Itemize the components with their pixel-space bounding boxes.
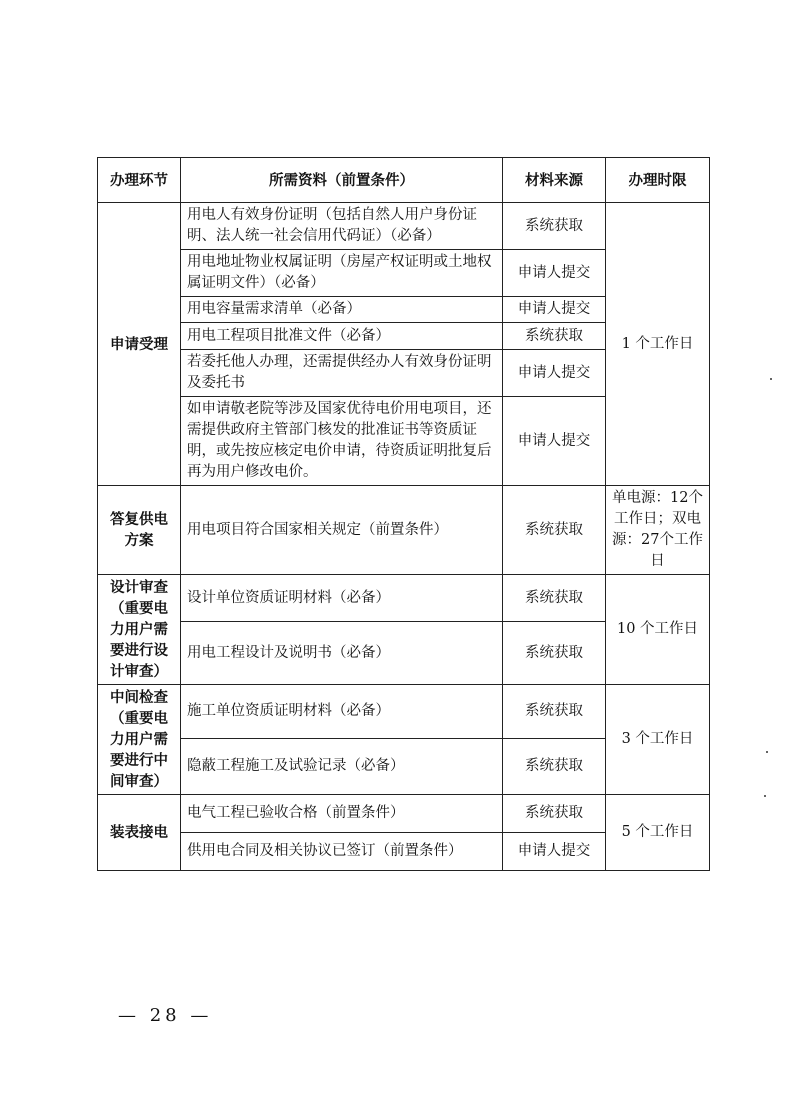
material-cell: 若委托他人办理，还需提供经办人有效身份证明及委托书 xyxy=(181,350,503,397)
source-cell: 系统获取 xyxy=(503,738,606,794)
time-limit-cell: 3 个工作日 xyxy=(606,685,710,795)
material-cell: 设计单位资质证明材料（必备） xyxy=(181,575,503,622)
header-materials: 所需资料（前置条件） xyxy=(181,158,503,203)
scan-speck xyxy=(770,378,772,380)
step-cell: 中间检查（重要电力用户需要进行中间审查） xyxy=(98,685,181,795)
material-cell: 如申请敬老院等涉及国家优待电价用电项目，还需提供政府主管部门核发的批准证书等资质证明，或先按应核定电价申请，待资质证明批复后再为用户修改电价。 xyxy=(181,397,503,486)
material-cell: 用电工程设计及说明书（必备） xyxy=(181,622,503,685)
source-cell: 系统获取 xyxy=(503,203,606,250)
source-cell: 系统获取 xyxy=(503,323,606,350)
source-cell: 系统获取 xyxy=(503,486,606,575)
time-limit-cell: 单电源：12个工作日；双电源：27个工作日 xyxy=(606,486,710,575)
material-cell: 用电人有效身份证明（包括自然人用户身份证明、法人统一社会信用代码证）（必备） xyxy=(181,203,503,250)
material-cell: 用电项目符合国家相关规定（前置条件） xyxy=(181,486,503,575)
source-cell: 申请人提交 xyxy=(503,833,606,871)
source-cell: 申请人提交 xyxy=(503,250,606,297)
step-cell: 设计审查（重要电力用户需要进行设计审查） xyxy=(98,575,181,685)
material-cell: 用电工程项目批准文件（必备） xyxy=(181,323,503,350)
header-time-limit: 办理时限 xyxy=(606,158,710,203)
table-header-row xyxy=(98,158,710,203)
material-cell: 用电容量需求清单（必备） xyxy=(181,297,503,323)
source-cell: 系统获取 xyxy=(503,575,606,622)
source-cell: 申请人提交 xyxy=(503,297,606,323)
scan-speck xyxy=(766,751,768,753)
source-cell: 系统获取 xyxy=(503,622,606,685)
table-row xyxy=(98,685,710,739)
material-cell: 施工单位资质证明材料（必备） xyxy=(181,685,503,739)
table-row xyxy=(98,795,710,833)
table-row xyxy=(98,203,710,250)
step-cell: 申请受理 xyxy=(98,203,181,486)
time-limit-cell: 5 个工作日 xyxy=(606,795,710,871)
source-cell: 系统获取 xyxy=(503,685,606,739)
header-source: 材料来源 xyxy=(503,158,606,203)
header-step: 办理环节 xyxy=(98,158,181,203)
requirements-table xyxy=(97,157,710,871)
material-cell: 隐蔽工程施工及试验记录（必备） xyxy=(181,738,503,794)
time-limit-cell: 1 个工作日 xyxy=(606,203,710,486)
material-cell: 供用电合同及相关协议已签订（前置条件） xyxy=(181,833,503,871)
table-row xyxy=(98,575,710,622)
source-cell: 申请人提交 xyxy=(503,350,606,397)
page-number: — 28 — xyxy=(118,1005,213,1026)
step-cell: 答复供电方案 xyxy=(98,486,181,575)
scan-speck xyxy=(764,795,766,797)
material-cell: 用电地址物业权属证明（房屋产权证明或土地权属证明文件）（必备） xyxy=(181,250,503,297)
material-cell: 电气工程已验收合格（前置条件） xyxy=(181,795,503,833)
time-limit-cell: 10 个工作日 xyxy=(606,575,710,685)
table-row xyxy=(98,486,710,575)
step-cell: 装表接电 xyxy=(98,795,181,871)
source-cell: 系统获取 xyxy=(503,795,606,833)
source-cell: 申请人提交 xyxy=(503,397,606,486)
